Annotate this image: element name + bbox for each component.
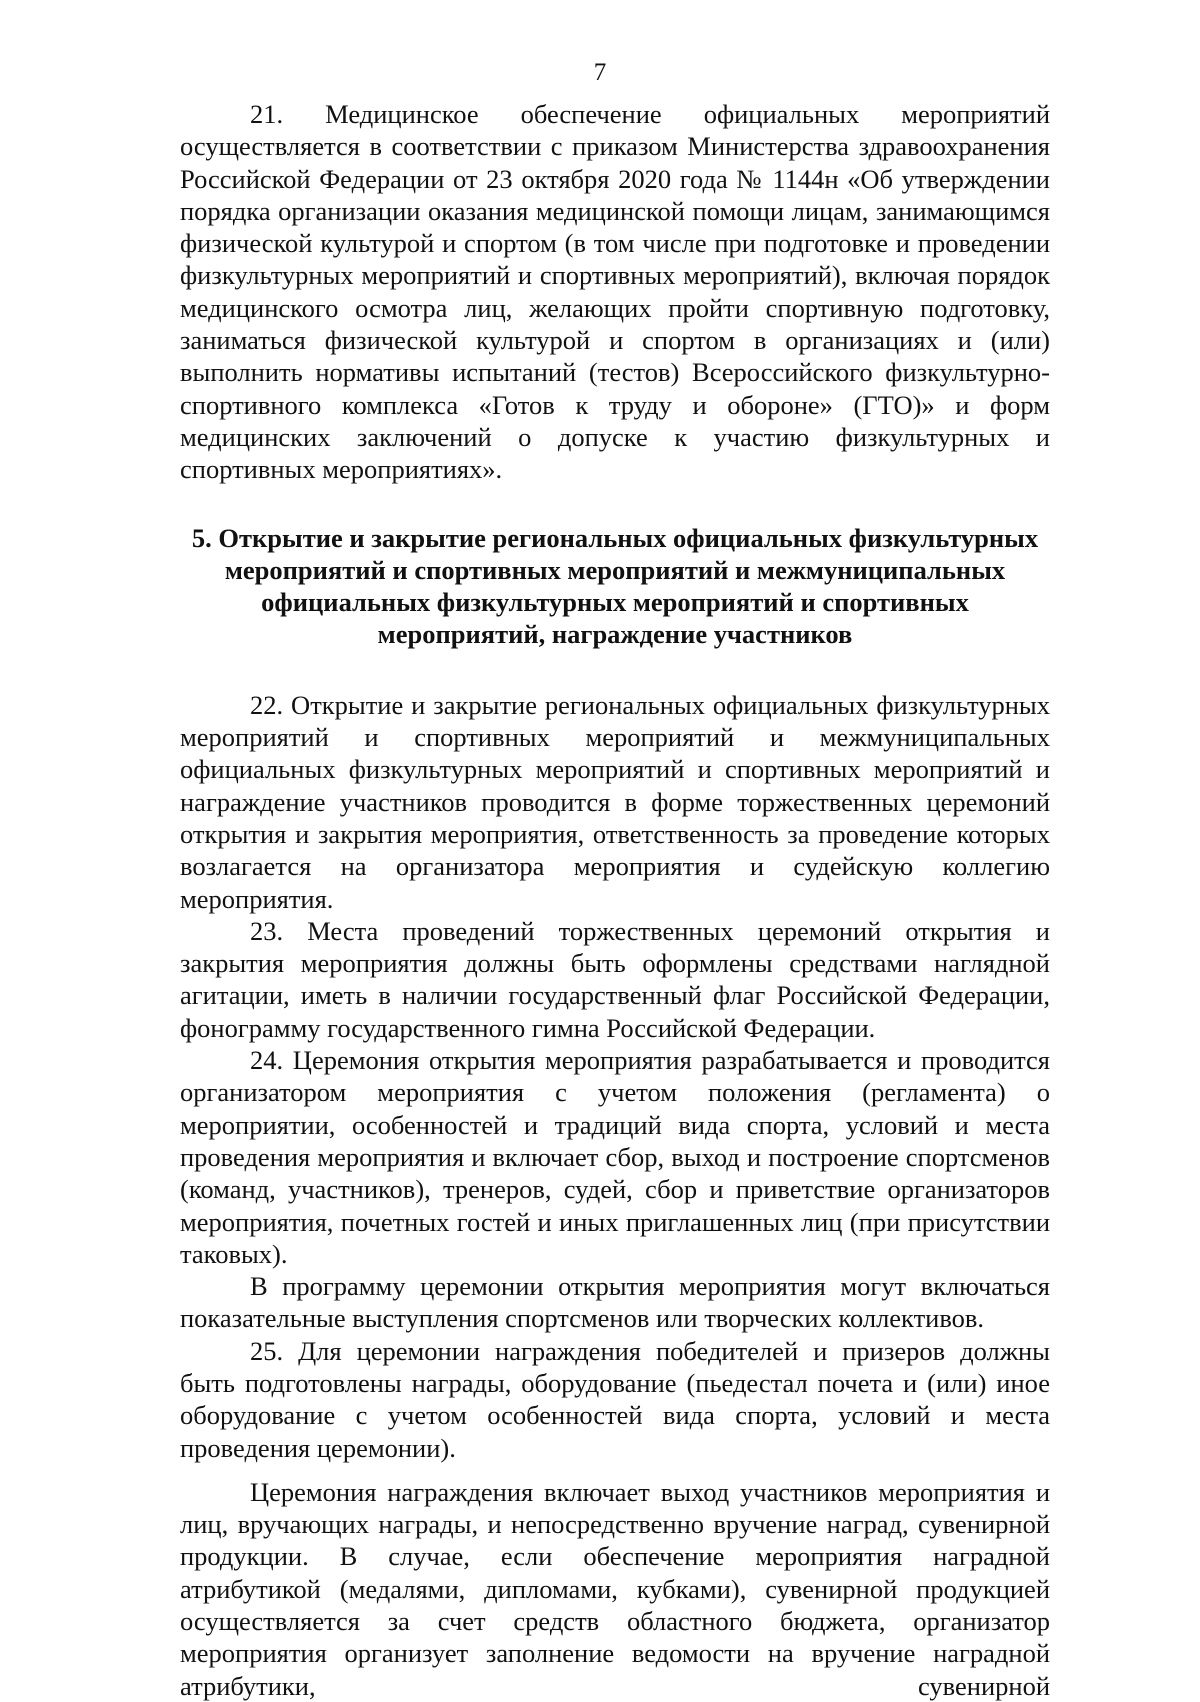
page-number: 7 — [593, 59, 607, 86]
paragraph-21: 21. Медицинское обеспечение официальных мероприятий осуществляется в соответствии с приказом Министерства здравоохранения Российской Федерации от 23 октября 2020 года № 1144н «Об утверждении порядка организации оказания медицинской помощи лицам, занимающимся физической культурой и спортом (в том числе при подготовке и проведении физкультурных мероприятий и спортивных мероприятий), включая порядок медицинского осмотра лиц, желающих пройти спортивную подготовку, заниматься физической культурой и спортом в организациях и (или) выполнить нормативы испытаний (тестов) Всероссийского физкультурно-спортивного комплекса «Готов к труду и обороне» (ГТО)» и форм медицинских заключений о допуске к участию физкультурных и спортивных мероприятиях». — [180, 99, 1050, 485]
paragraph-25-ceremony: Церемония награждения включает выход участников мероприятия и лиц, вручающих награды, и непосредственно вручение наград, сувенирной продукции. В случае, если обеспечение мероприятия наградной атрибутикой (медалями, дипломами, кубками), сувенирной продукцией осуществляется за счет средств областного бюджета, организатор мероприятия организует заполнение ведомости на вручение наградной атрибутики, сувенирной — [180, 1476, 1050, 1701]
paragraph-gap — [180, 1464, 1050, 1476]
paragraph-22: 22. Открытие и закрытие региональных официальных физкультурных мероприятий и спортивных мероприятий и межмуниципальных официальных физкультурных мероприятий и спортивных мероприятий и награждение участников проводится в форме торжественных церемоний открытия и закрытия мероприятия, ответственность за проведение которых возлагается на организатора мероприятия и судейскую коллегию мероприятия. — [180, 689, 1050, 914]
paragraph-23: 23. Места проведений торжественных церемоний открытия и закрытия мероприятия должны быть оформлены средствами наглядной агитации, иметь в наличии государственный флаг Российской Федерации, фонограмму государственного гимна Российской Федерации. — [180, 915, 1050, 1043]
paragraph-24-program: В программу церемонии открытия мероприятия могут включаться показательные выступления спортсменов или творческих коллективов. — [180, 1271, 1050, 1334]
paragraph-25: 25. Для церемонии награждения победителей и призеров должны быть подготовлены награды, оборудование (пьедестал почета и (или) иное оборудование с учетом особенностей вида спорта, условий и места проведения церемонии). — [180, 1335, 1050, 1463]
paragraph-24: 24. Церемония открытия мероприятия разрабатывается и проводится организатором мероприятия с учетом положения (регламента) о мероприятии, особенностей и традиций вида спорта, условий и места проведения мероприятия и включает сбор, выход и построение спортсменов (команд, участников), тренеров, судей, сбор и приветствие организаторов мероприятия, почетных гостей и иных приглашенных лиц (при присутствии таковых). — [180, 1045, 1050, 1269]
section-title: 5. Открытие и закрытие региональных официальных физкультурных мероприятий и спортивных мероприятий и межмуниципальных официальных физкультурных мероприятий и спортивных мероприятий, награждение участников — [191, 522, 1039, 650]
document-body — [180, 98, 1050, 1702]
